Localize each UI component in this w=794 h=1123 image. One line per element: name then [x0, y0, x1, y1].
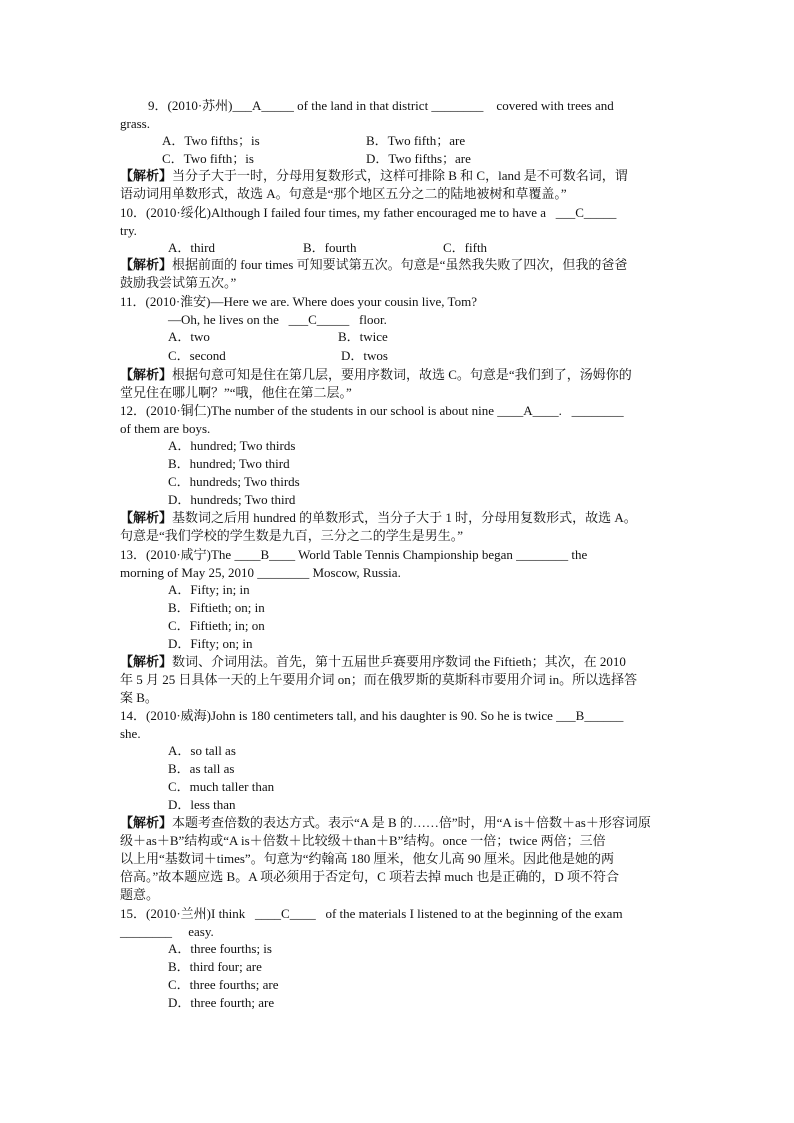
q12-explanation-line2: 句意是“我们学校的学生数是九百，三分之二的学生是男生。” — [120, 528, 464, 543]
q11-explanation-line2: 堂兄住在哪儿啊？”“哦，他住在第二层。” — [120, 385, 352, 400]
q12-option-b: B．hundred; Two third — [168, 456, 290, 471]
q9-stem-cont: grass. — [120, 116, 150, 131]
q15-option-a: A．three fourths; is — [168, 941, 272, 956]
q15-stem: 15．(2010·兰州)I think ____C____ of the materials I listened to at the beginning of the exam — [120, 906, 623, 921]
q15-option-d: D．three fourth; are — [168, 995, 275, 1010]
q15-stem-cont: ________ easy. — [120, 924, 214, 939]
q14-explanation-text: 本题考查倍数的表达方式。表示“A 是 B 的……倍”时，用“A is＋倍数＋as＋形容词原 — [172, 815, 651, 830]
q10-option-a: A．third — [168, 240, 215, 255]
explanation-tag: 【解析】 — [120, 367, 173, 382]
q11-explanation-text: 根据句意可知是住在第几层，要用序数词，故选 C。句意是“我们到了，汤姆你的 — [172, 367, 632, 382]
q10-stem-cont: try. — [120, 223, 137, 238]
q15-option-c: C．three fourths; are — [168, 977, 279, 992]
q11-stem: 11．(2010·淮安)—Here we are. Where does your cousin live, Tom? — [120, 294, 477, 309]
explanation-tag: 【解析】 — [120, 815, 173, 830]
q12-stem-cont: of them are boys. — [120, 421, 211, 436]
q9-option-a: A．Two fifths；is — [162, 133, 260, 148]
q11-explanation-line1 — [120, 366, 675, 383]
explanation-tag: 【解析】 — [120, 654, 173, 669]
q13-stem-cont: morning of May 25, 2010 ________ Moscow, Russia. — [120, 565, 401, 580]
q9-explanation-line1 — [120, 167, 675, 184]
q12-stem: 12．(2010·铜仁)The number of the students in our school is about nine ____A____. ________ — [120, 403, 624, 418]
q12-option-a: A．hundred; Two thirds — [168, 438, 296, 453]
q12-explanation-line1 — [120, 509, 675, 526]
q13-stem: 13．(2010·咸宁)The ____B____ World Table Tennis Championship began ________ the — [120, 547, 588, 562]
q9-explanation-line2: 语动词用单数形式，故选 A。句意是“那个地区五分之二的陆地被树和草覆盖。” — [120, 186, 567, 201]
q13-explanation-line1 — [120, 653, 675, 670]
explanation-tag: 【解析】 — [120, 168, 173, 183]
q13-explanation-line2: 年 5 月 25 日具体一天的上午要用介词 on；而在俄罗斯的莫斯科市要用介词 in。所以选择答 — [120, 672, 638, 687]
q9-option-d: D．Two fifths；are — [366, 151, 471, 166]
q14-explanation-line2: 级＋as＋B”结构或“A is＋倍数＋比较级＋than＋B”结构。once 一倍；twice 两倍；三倍 — [120, 833, 606, 848]
q14-option-b: B．as tall as — [168, 761, 235, 776]
q11-option-c: C．second — [168, 348, 226, 363]
q12-option-d: D．hundreds; Two third — [168, 492, 296, 507]
q9-option-c: C．Two fifth；is — [162, 151, 254, 166]
q13-option-c: C．Fiftieth; in; on — [168, 618, 265, 633]
q12-explanation-text: 基数词之后用 hundred 的单数形式，当分子大于 1 时，分母用复数形式，故选 A。 — [172, 510, 637, 525]
q11-option-a: A．two — [168, 329, 210, 344]
explanation-tag: 【解析】 — [120, 257, 173, 272]
explanation-tag: 【解析】 — [120, 510, 173, 525]
q10-stem: 10．(2010·绥化)Although I failed four times, my father encouraged me to have a ___C_____ — [120, 205, 617, 220]
q10-option-b: B．fourth — [303, 240, 357, 255]
q14-option-d: D．less than — [168, 797, 236, 812]
q15-option-b: B．third four; are — [168, 959, 262, 974]
q11-option-d: D．twos — [341, 348, 388, 363]
q14-option-c: C．much taller than — [168, 779, 275, 794]
q10-option-c: C．fifth — [443, 240, 488, 255]
q12-option-c: C．hundreds; Two thirds — [168, 474, 300, 489]
q14-option-a: A．so tall as — [168, 743, 236, 758]
q14-stem: 14．(2010·威海)John is 180 centimeters tall, and his daughter is 90. So he is twice ___B______ — [120, 708, 624, 723]
q13-option-b: B．Fiftieth; on; in — [168, 600, 265, 615]
q9-explanation-text: 当分子大于一时，分母用复数形式，这样可排除 B 和 C，land 是不可数名词，谓 — [172, 168, 628, 183]
q14-explanation-line5: 题意。 — [120, 887, 160, 902]
q9-stem: 9．(2010·苏州)___A_____ of the land in that district ________ covered with trees and — [148, 98, 614, 113]
q10-explanation-text: 根据前面的 four times 可知要试第五次。句意是“虽然我失败了四次，但我的爸爸 — [172, 257, 628, 272]
q10-explanation-line2: 鼓励我尝试第五次。” — [120, 275, 237, 290]
q14-explanation-line1 — [120, 814, 675, 831]
q11-option-b: B．twice — [338, 329, 388, 344]
q13-option-a: A．Fifty; in; in — [168, 582, 250, 597]
q9-option-b: B．Two fifth；are — [366, 133, 466, 148]
q10-explanation-line1 — [120, 256, 675, 273]
q13-explanation-text: 数词、介词用法。首先，第十五届世乒赛要用序数词 the Fiftieth；其次，在 2010 — [172, 654, 626, 669]
q14-explanation-line4: 倍高。”故本题应选 B。A 项必须用于否定句，C 项若去掉 much 也是正确的，D 项不符合 — [120, 869, 620, 884]
q11-stem-cont: —Oh, he lives on the ___C_____ floor. — [168, 312, 387, 327]
q14-explanation-line3: 以上用“基数词＋times”。句意为“约翰高 180 厘米，他女儿高 90 厘米。因此他是她的两 — [120, 851, 614, 866]
q13-option-d: D．Fifty; on; in — [168, 636, 253, 651]
q13-explanation-line3: 案 B。 — [120, 690, 158, 705]
q14-stem-cont: she. — [120, 726, 141, 741]
